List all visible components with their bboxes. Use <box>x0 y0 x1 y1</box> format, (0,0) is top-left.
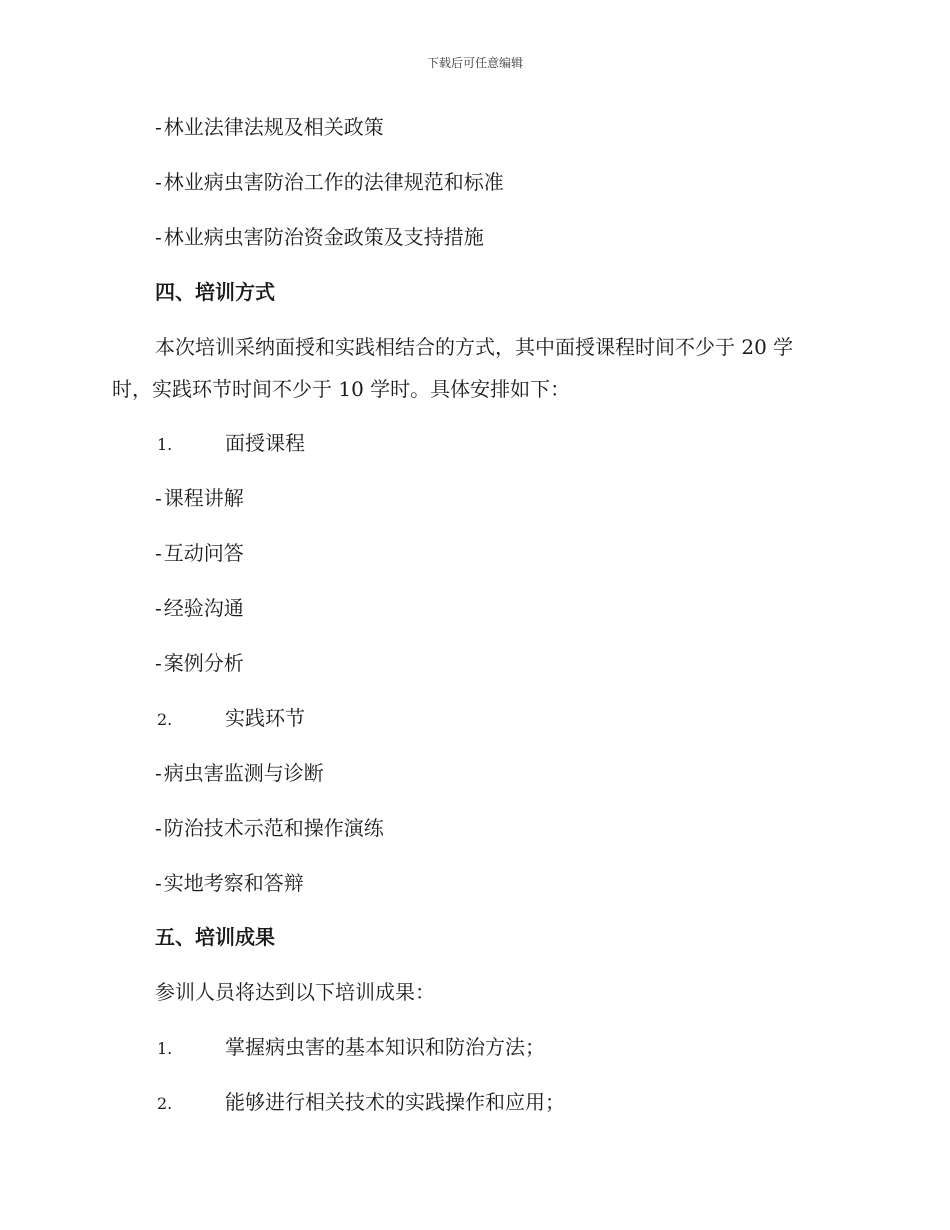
item-number: 1. <box>157 1039 173 1058</box>
numbered-item <box>157 431 305 457</box>
list-item <box>155 816 384 840</box>
dash-marker: - <box>155 541 162 565</box>
paragraph-line: 时，实践环节时间不少于 10 学时。具体安排如下： <box>112 377 571 401</box>
list-item <box>155 170 504 194</box>
paragraph-line: 参训人员将达到以下培训成果： <box>155 980 435 1004</box>
list-item <box>155 541 244 565</box>
list-item <box>155 651 244 675</box>
list-item-text: 案例分析 <box>163 651 244 675</box>
item-number: 1. <box>157 435 173 454</box>
numbered-item <box>157 706 305 732</box>
list-item-text: 林业病虫害防治资金政策及支持措施 <box>163 225 484 249</box>
section-heading: 四、培训方式 <box>155 280 275 304</box>
item-number: 2. <box>157 710 173 729</box>
dash-marker: - <box>155 225 162 249</box>
list-item-text: 课程讲解 <box>163 486 244 510</box>
list-item <box>155 115 384 139</box>
list-item-text: 经验沟通 <box>163 596 244 620</box>
list-item <box>155 596 244 620</box>
item-title: 面授课程 <box>225 431 305 455</box>
numbered-item <box>157 1035 545 1061</box>
list-item <box>155 761 324 785</box>
item-title: 掌握病虫害的基本知识和防治方法； <box>225 1035 545 1059</box>
list-item-text: 防治技术示范和操作演练 <box>163 816 384 840</box>
dash-marker: - <box>155 486 162 510</box>
list-item-text: 病虫害监测与诊断 <box>163 761 324 785</box>
dash-marker: - <box>155 761 162 785</box>
dash-marker: - <box>155 170 162 194</box>
page-header: 下载后可任意编辑 <box>426 56 523 70</box>
section-heading: 五、培训成果 <box>155 925 275 949</box>
list-item-text: 互动问答 <box>163 541 244 565</box>
item-number: 2. <box>157 1094 173 1113</box>
item-title: 实践环节 <box>225 706 305 730</box>
list-item <box>155 871 304 895</box>
paragraph-line: 本次培训采纳面授和实践相结合的方式，其中面授课程时间不少于 20 学 <box>155 335 794 359</box>
numbered-item <box>157 1090 565 1116</box>
item-title: 能够进行相关技术的实践操作和应用； <box>225 1090 565 1114</box>
dash-marker: - <box>155 115 162 139</box>
list-item <box>155 225 484 249</box>
dash-marker: - <box>155 871 162 895</box>
dash-marker: - <box>155 651 162 675</box>
list-item-text: 林业病虫害防治工作的法律规范和标准 <box>163 170 504 194</box>
dash-marker: - <box>155 816 162 840</box>
list-item <box>155 486 244 510</box>
dash-marker: - <box>155 596 162 620</box>
list-item-text: 实地考察和答辩 <box>163 871 304 895</box>
list-item-text: 林业法律法规及相关政策 <box>163 115 384 139</box>
